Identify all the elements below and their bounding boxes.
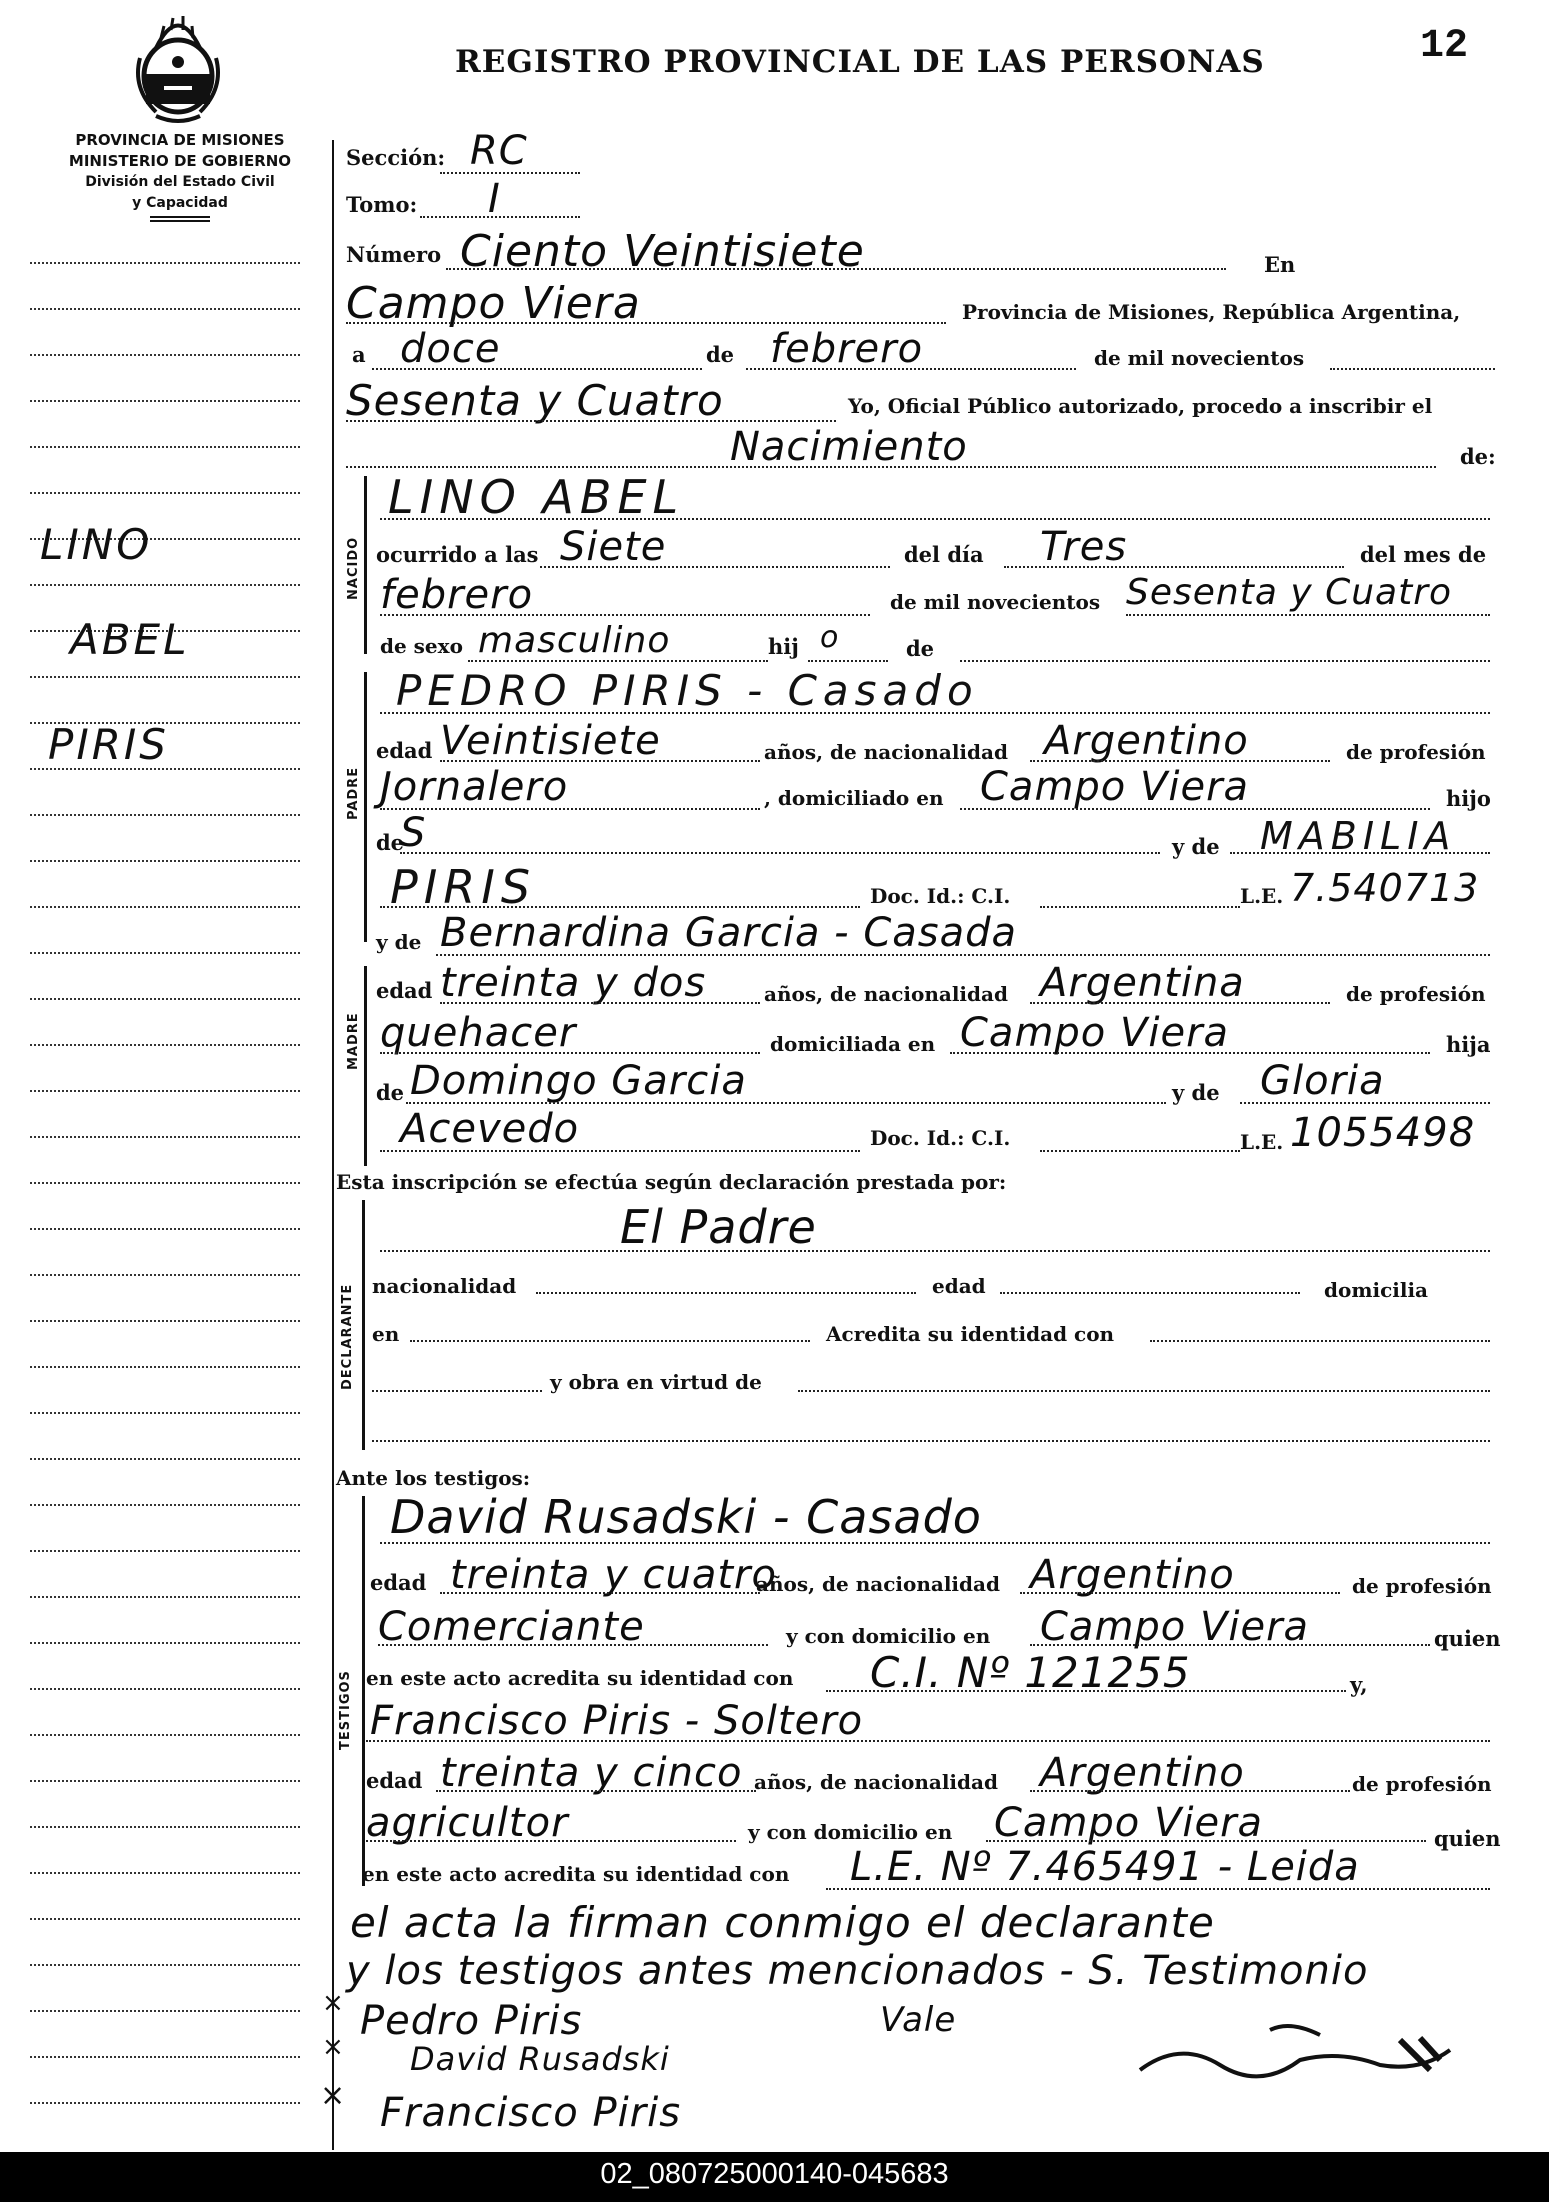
mes-value: febrero [770,326,924,372]
de-label: de [706,342,735,367]
hij-label: hij [768,634,799,659]
madre-de-label: de [376,1080,405,1105]
main-rule [332,140,334,2150]
page-number: 12 [1420,24,1469,69]
ocurrido-label: ocurrido a las [376,542,539,567]
padre-nac-label: años, de nacionalidad [764,740,1008,764]
ministry-line-3: División del Estado Civil [85,174,275,190]
x-mark-2: × [322,2032,344,2062]
seccion-value: RC [470,128,528,174]
tomo-value: I [488,176,501,222]
nacido-rule [364,476,367,654]
sexo-label: de sexo [380,634,463,658]
madre-le-label: L.E. [1240,1130,1284,1154]
t1-edad-label: edad [370,1570,427,1595]
madre-madre-de: Gloria [1260,1058,1385,1104]
madre-apellido: Acevedo [400,1106,580,1152]
closing-line-2: y los testigos antes mencionados - S. Testimonio [346,1948,1369,1994]
padre-hijo-label: hijo [1446,786,1491,811]
t2-edad: treinta y cinco [440,1750,743,1796]
t1-quien-label: quien [1434,1626,1501,1651]
padre-edad-value: Veintisiete [440,718,661,764]
t1-prof-label: de profesión [1352,1574,1492,1598]
padre-padre-de: S [400,810,427,856]
de2-label: de: [1460,444,1496,469]
t2-nombre: Francisco Piris - Soltero [370,1698,864,1744]
declarante-rule [362,1200,365,1450]
t2-quien-label: quien [1434,1826,1501,1851]
nacido-label: NACIDO [346,536,361,600]
padre-apellido: PIRIS [390,860,537,914]
x-mark-1: × [322,1988,344,2018]
padre-edad-label: edad [376,738,433,763]
official-signature-icon [1120,2010,1460,2090]
seccion-label: Sección: [346,145,446,170]
madre-nac-value: Argentina [1040,960,1245,1006]
page-title: REGISTRO PROVINCIAL DE LAS PERSONAS [455,44,1265,80]
padre-prof-value: Jornalero [380,764,569,810]
testigos-label: TESTIGOS [338,1670,353,1750]
x-mark-3: ⨯ [320,2078,346,2113]
madre-y-de-label: y de [376,930,422,954]
declarante-edad-label: edad [932,1274,986,1298]
t1-dom-label: y con domicilio en [786,1624,991,1648]
nacido-mes-value: febrero [380,572,534,618]
nacido-nombre: LINO ABEL [388,470,685,524]
t2-nac-label: años, de nacionalidad [754,1770,998,1794]
t2-doc: L.E. Nº 7.465491 - Leida [850,1844,1360,1890]
madre-dom-label: domiciliada en [770,1032,936,1056]
madre-edad-value: treinta y dos [440,960,707,1006]
madre-dom-value: Campo Viera [960,1010,1230,1056]
padre-y-de-label: y de [1172,834,1220,859]
mil-label: de mil novecientos [1094,346,1305,370]
del-dia-label: del día [904,542,984,567]
declarante-obra-label: y obra en virtud de [550,1370,762,1394]
declarante-dom-label: domicilia [1324,1278,1429,1302]
margin-name-1: LINO [40,520,153,569]
padre-nac-value: Argentino [1044,718,1249,764]
footer-code: 02_080725000140-045683 [600,2158,949,2190]
t1-dom: Campo Viera [1040,1604,1310,1650]
nacido-mil-label: de mil novecientos [890,590,1101,614]
margin-name-3: PIRIS [48,720,169,769]
declarante-en-label: en [372,1322,400,1346]
lugar-value: Campo Viera [346,278,641,329]
ministry-line-2: MINISTERIO DE GOBIERNO [68,152,292,170]
madre-edad-label: edad [376,978,433,1003]
madre-prof-label: de profesión [1346,982,1486,1006]
padre-rule [364,672,367,942]
t1-nombre: David Rusadski - Casado [390,1490,982,1544]
t2-acredita-label: en este acto acredita su identidad con [362,1862,790,1886]
provincia-text: Provincia de Misiones, República Argentina, [962,300,1461,324]
nacido-anio-value: Sesenta y Cuatro [1126,572,1453,613]
padre-de-label: de [376,830,405,855]
signature-1: Pedro Piris [360,1998,583,2044]
tomo-label: Tomo: [346,192,418,217]
acto-value: Nacimiento [730,424,968,470]
del-mes-label: del mes de [1360,542,1487,567]
vale-text: Vale [880,2000,957,2040]
t2-prof: agricultor [366,1800,569,1846]
nacido-dia-value: Tres [1040,524,1128,570]
ministry-header [30,130,330,222]
sexo-value: masculino [478,620,671,661]
a-label: a [352,342,366,367]
madre-nac-label: años, de nacionalidad [764,982,1008,1006]
hora-value: Siete [560,524,667,570]
closing-line-1: el acta la firman conmigo el declarante [350,1898,1215,1947]
t1-nac-label: años, de nacionalidad [756,1572,1000,1596]
hij-value: o [820,620,840,655]
padre-doc-label: Doc. Id.: C.I. [870,884,1011,908]
declarante-nac-label: nacionalidad [372,1274,517,1298]
oficial-text: Yo, Oficial Público autorizado, procedo a inscribir el [848,394,1433,418]
coat-of-arms-icon [126,8,230,126]
madre-doc-label: Doc. Id.: C.I. [870,1126,1011,1150]
signature-3: Francisco Piris [380,2090,682,2136]
padre-prof-label: de profesión [1346,740,1486,764]
testigos-rule [362,1496,365,1886]
madre-y-de-label-2: y de [1172,1080,1220,1105]
padre-nombre: PEDRO PIRIS - Casado [396,666,979,715]
declarante-intro: Esta inscripción se efectúa según declaración prestada por: [336,1170,1007,1194]
madre-le-value: 1055498 [1290,1110,1476,1156]
hij-de-label: de [906,636,935,661]
t2-edad-label: edad [366,1768,423,1793]
t1-edad: treinta y cuatro [450,1552,777,1598]
anio-value: Sesenta y Cuatro [346,376,724,425]
madre-rule [364,966,367,1166]
t2-dom-label: y con domicilio en [748,1820,953,1844]
declarante-nombre: El Padre [620,1200,817,1254]
madre-nombre: Bernardina Garcia - Casada [440,910,1018,956]
t1-prof: Comerciante [378,1604,645,1650]
declarante-label: DECLARANTE [340,1283,355,1390]
madre-label: MADRE [346,1012,361,1070]
ministry-line-4: y Capacidad [132,195,228,211]
padre-madre-de: MABILIA [1260,814,1457,858]
t1-nac: Argentino [1030,1552,1235,1598]
signature-2: David Rusadski [410,2040,670,2078]
madre-padre-de: Domingo Garcia [410,1058,747,1104]
ministry-line-1: PROVINCIA DE MISIONES [75,131,285,149]
numero-value: Ciento Veintisiete [460,226,865,277]
padre-le-value: 7.540713 [1290,866,1480,910]
t1-doc: C.I. Nº 121255 [870,1648,1191,1697]
numero-label: Número [346,242,442,267]
t2-nac: Argentino [1040,1750,1245,1796]
madre-prof-value: quehacer [380,1010,577,1056]
padre-dom-value: Campo Viera [980,764,1250,810]
dia-value: doce [400,326,501,372]
t1-y-label: y, [1350,1672,1368,1697]
padre-label: PADRE [346,766,361,820]
declarante-acredita-label: Acredita su identidad con [826,1322,1115,1346]
padre-le-label: L.E. [1240,884,1284,908]
t2-dom: Campo Viera [994,1800,1264,1846]
madre-hija-label: hija [1446,1032,1491,1057]
t1-acredita-label: en este acto acredita su identidad con [366,1666,794,1690]
en-label: En [1264,252,1296,277]
testigos-intro: Ante los testigos: [336,1466,531,1490]
t2-prof-label: de profesión [1352,1772,1492,1796]
margin-name-2: ABEL [70,615,190,664]
padre-dom-label: , domiciliado en [764,786,944,810]
